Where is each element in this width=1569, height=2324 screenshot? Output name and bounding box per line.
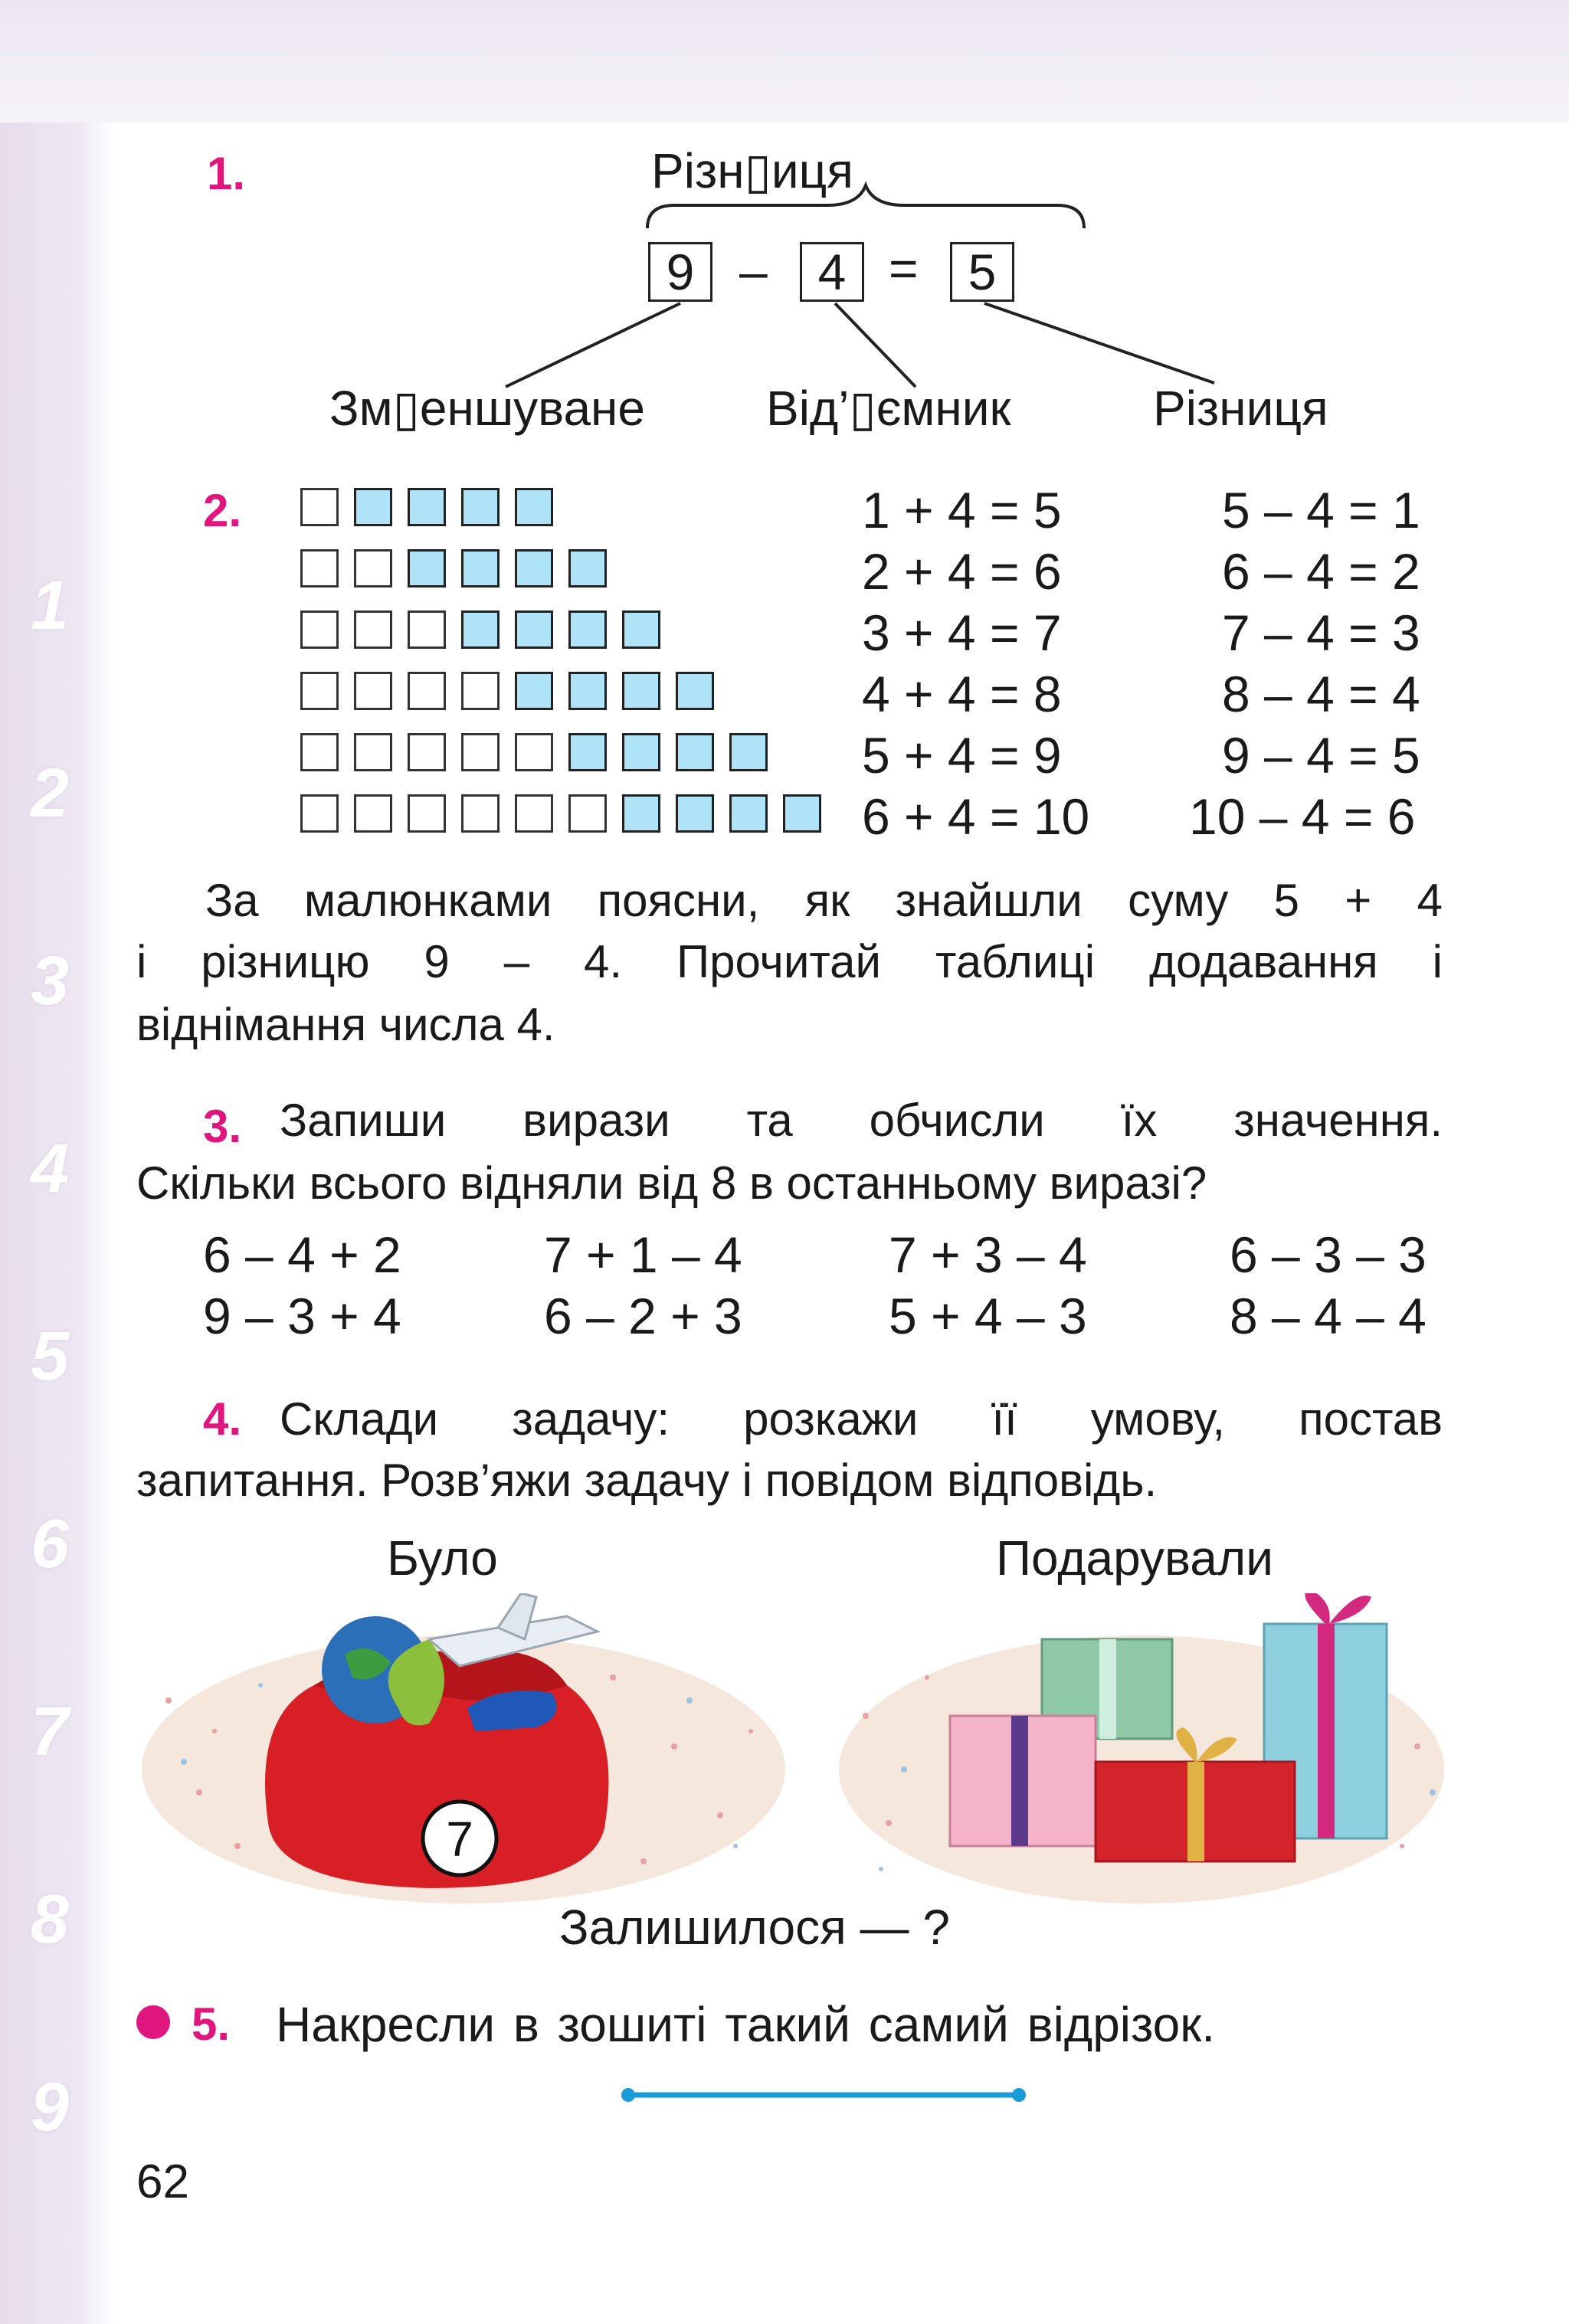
blue-square bbox=[729, 733, 768, 771]
exercise-1-number: 1. bbox=[207, 148, 246, 199]
white-square bbox=[300, 549, 339, 588]
blue-square bbox=[676, 733, 714, 771]
side-digit-7: 7 bbox=[31, 1694, 70, 1770]
white-square bbox=[300, 488, 339, 526]
side-digit-1: 1 bbox=[31, 568, 70, 644]
white-square bbox=[300, 794, 339, 833]
side-digit-6: 6 bbox=[31, 1506, 70, 1583]
ex2-text-line2: і різницю 9 – 4. Прочитай таблиці додавання і bbox=[136, 936, 1443, 987]
blue-square bbox=[515, 610, 553, 649]
white-square bbox=[568, 794, 607, 833]
operand2-box: 4 bbox=[800, 242, 864, 302]
side-digit-5: 5 bbox=[31, 1318, 70, 1395]
white-square bbox=[461, 794, 500, 833]
sub-fact-2: 6 – 4 = 2 bbox=[1222, 543, 1420, 600]
white-square bbox=[461, 733, 500, 771]
expr-1-2: 7 + 1 – 4 bbox=[544, 1226, 742, 1283]
white-square bbox=[354, 794, 392, 833]
side-digit-9: 9 bbox=[31, 2069, 70, 2146]
page-number: 62 bbox=[136, 2155, 189, 2208]
blue-square bbox=[729, 794, 768, 833]
add-fact-1: 1 + 4 = 5 bbox=[862, 482, 1062, 538]
difference-top-label: Різн▯иця bbox=[651, 143, 853, 198]
blue-square bbox=[568, 610, 607, 649]
blue-square bbox=[676, 672, 714, 710]
add-fact-4: 4 + 4 = 8 bbox=[862, 666, 1062, 722]
white-square bbox=[300, 672, 339, 710]
label-minuend: Зм▯еншуване bbox=[329, 381, 645, 436]
blue-square bbox=[622, 794, 660, 833]
ex4-text-line2: запитання. Розв’яжи задачу і повідом відповідь. bbox=[136, 1455, 1158, 1506]
blue-square bbox=[515, 488, 553, 526]
white-square bbox=[354, 610, 392, 649]
bag-count: 7 bbox=[446, 1812, 473, 1867]
exercise-2-number: 2. bbox=[203, 485, 242, 536]
white-square bbox=[408, 610, 446, 649]
blue-square bbox=[461, 549, 500, 588]
white-square bbox=[354, 549, 392, 588]
label-gifted: Подарували bbox=[996, 1530, 1273, 1586]
blue-square bbox=[354, 488, 392, 526]
blue-square bbox=[622, 733, 660, 771]
brace-line bbox=[647, 185, 1084, 228]
blue-square bbox=[783, 794, 821, 833]
blue-square bbox=[461, 488, 500, 526]
expr-1-4: 6 – 3 – 3 bbox=[1230, 1226, 1427, 1283]
expr-2-2: 6 – 2 + 3 bbox=[544, 1288, 742, 1344]
bag-picture bbox=[138, 1593, 789, 1915]
sub-fact-5: 9 – 4 = 5 bbox=[1222, 727, 1420, 784]
ex4-text-line1: Склади задачу: розкажи її умову, постав bbox=[280, 1393, 1443, 1445]
exercise-4-number: 4. bbox=[203, 1393, 242, 1445]
blue-square bbox=[568, 549, 607, 588]
white-square bbox=[515, 733, 553, 771]
blue-square bbox=[622, 672, 660, 710]
expr-2-1: 9 – 3 + 4 bbox=[203, 1288, 401, 1344]
segment-endpoint-right bbox=[1012, 2088, 1026, 2102]
white-square bbox=[354, 733, 392, 771]
label-left: Залишилося — ? bbox=[559, 1900, 950, 1955]
ex5-text: Накресли в зошиті такий самий відрізок. bbox=[276, 1997, 1215, 2052]
white-square bbox=[300, 733, 339, 771]
blue-square bbox=[461, 610, 500, 649]
minus-sign: – bbox=[739, 243, 768, 300]
ex2-text-line1: За малюнками поясни, як знайшли суму 5 + 4 bbox=[205, 875, 1443, 926]
segment-endpoint-left bbox=[621, 2088, 635, 2102]
exercise-3-number: 3. bbox=[203, 1101, 242, 1152]
blue-square bbox=[622, 610, 660, 649]
equals-sign: = bbox=[889, 240, 919, 296]
white-square bbox=[354, 672, 392, 710]
label-difference: Різниця bbox=[1153, 381, 1328, 436]
sub-fact-6: 10 – 4 = 6 bbox=[1189, 788, 1416, 845]
white-square bbox=[515, 794, 553, 833]
blue-square bbox=[568, 733, 607, 771]
white-square bbox=[300, 610, 339, 649]
sub-fact-1: 5 – 4 = 1 bbox=[1222, 482, 1420, 538]
white-square bbox=[461, 672, 500, 710]
blue-square bbox=[676, 794, 714, 833]
blue-square bbox=[515, 549, 553, 588]
ex3-text-line2: Скільки всього відняли від 8 в останньому виразі? bbox=[136, 1157, 1207, 1209]
blue-square bbox=[408, 488, 446, 526]
connector-subtrahend bbox=[835, 303, 916, 387]
blue-square bbox=[568, 672, 607, 710]
sub-fact-3: 7 – 4 = 3 bbox=[1222, 604, 1420, 661]
white-square bbox=[408, 794, 446, 833]
exercise-5-number: 5. bbox=[192, 1998, 231, 2050]
add-fact-5: 5 + 4 = 9 bbox=[862, 727, 1062, 784]
connector-minuend bbox=[506, 303, 680, 387]
expr-1-1: 6 – 4 + 2 bbox=[203, 1226, 401, 1283]
side-digit-4: 4 bbox=[31, 1131, 70, 1207]
expr-2-3: 5 + 4 – 3 bbox=[889, 1288, 1087, 1344]
label-was: Було bbox=[387, 1530, 498, 1586]
expr-2-4: 8 – 4 – 4 bbox=[1230, 1288, 1427, 1344]
side-digit-2: 2 bbox=[31, 755, 70, 832]
add-fact-6: 6 + 4 = 10 bbox=[862, 788, 1090, 845]
white-square bbox=[408, 733, 446, 771]
pink-bow bbox=[1305, 1593, 1371, 1624]
sample-segment bbox=[613, 2080, 1042, 2110]
optional-task-bullet bbox=[136, 2005, 170, 2039]
ex3-text-line1: Запиши вирази та обчисли їх значення. bbox=[280, 1095, 1443, 1146]
side-digit-3: 3 bbox=[31, 943, 70, 1020]
blue-square bbox=[515, 672, 553, 710]
add-fact-3: 3 + 4 = 7 bbox=[862, 604, 1062, 661]
result-box: 5 bbox=[950, 242, 1014, 302]
white-square bbox=[408, 672, 446, 710]
expr-1-3: 7 + 3 – 4 bbox=[889, 1226, 1087, 1283]
ex2-text-line3: віднімання числа 4. bbox=[136, 999, 555, 1050]
gifts-picture bbox=[835, 1593, 1448, 1915]
sub-fact-4: 8 – 4 = 4 bbox=[1222, 666, 1420, 722]
connector-difference bbox=[984, 303, 1214, 383]
operand1-box: 9 bbox=[648, 242, 712, 302]
add-fact-2: 2 + 4 = 6 bbox=[862, 543, 1062, 600]
side-digit-8: 8 bbox=[31, 1881, 70, 1958]
label-subtrahend: Від’▯ємник bbox=[766, 381, 1011, 436]
blue-square bbox=[408, 549, 446, 588]
